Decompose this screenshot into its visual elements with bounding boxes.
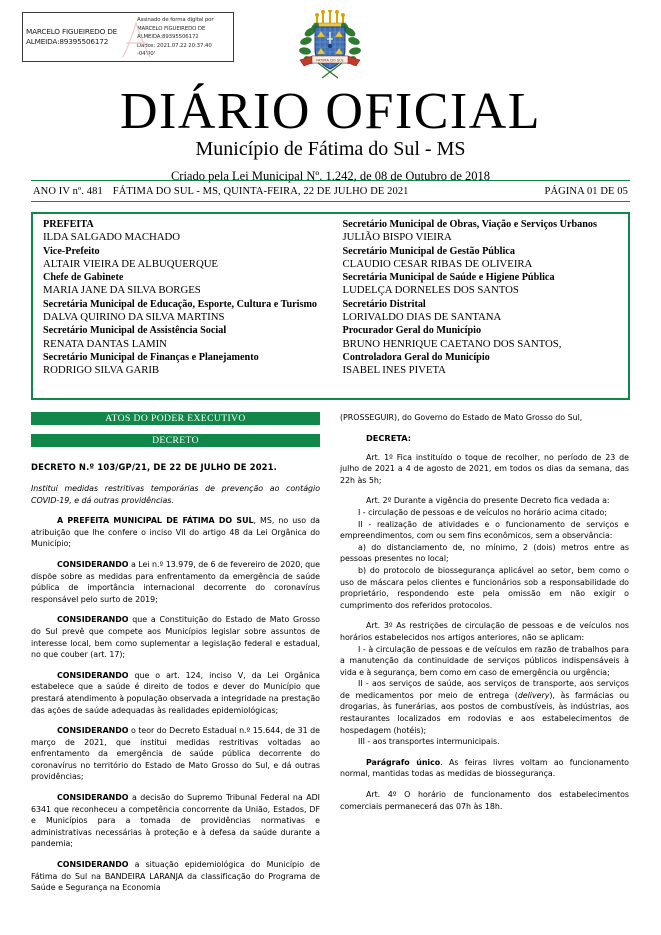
considerando-item	[31, 614, 320, 660]
article-2-item-i	[340, 507, 629, 519]
signature-detail-line-4: Dados: 2021.07.22 20:37:40 -04'00'	[137, 42, 212, 58]
signature-name-block	[23, 13, 131, 61]
officials-column-left	[33, 218, 331, 398]
official-name: LORIVALDO DIAS DE SANTANA	[342, 311, 502, 324]
considerando-label: CONSIDERANDO	[57, 615, 129, 625]
continuation-line: (PROSSEGUIR), do Governo do Estado de Mato Grosso do Sul,	[340, 413, 583, 422]
considerando-text: a situação epidemiológica do Município de Fátima do Sul na BANDEIRA LARANJA da classificação do Programa de Saúde e Segurança na Economia	[31, 860, 320, 893]
official-role: Vice-Prefeito	[43, 245, 100, 257]
official-name: BRUNO HENRIQUE CAETANO DOS SANTOS,	[342, 337, 562, 350]
official-name: MARIA JANE DA SILVA BORGES	[43, 284, 201, 297]
considerando-label: CONSIDERANDO	[57, 726, 129, 736]
article-2-item-ii-a-text: a) do distanciamento de, no mínimo, 2 (dois) metros entre as pessoas presentes no local;	[340, 542, 629, 564]
official-name: DALVA QUIRINO DA SILVA MARTINS	[43, 311, 225, 324]
masthead-law-line: Criado pela Lei Municipal Nº. 1.242, de 08 de Outubro de 2018	[170, 169, 491, 183]
official-name: RODRIGO SILVA GARIB	[43, 364, 160, 377]
official-role: Secretário Municipal de Obras, Viação e Serviços Urbanos	[342, 219, 597, 230]
masthead	[0, 84, 661, 184]
article-2-item-ii-text: II - realização de atividades e o funcionamento de serviços e empreendimentos, com ou sem fins econômicos, sem a observância:	[340, 519, 629, 541]
signature-name-line-2: ALMEIDA:89395506172	[26, 37, 109, 46]
considerando-label: CONSIDERANDO	[57, 860, 129, 870]
considerando-item	[31, 792, 320, 850]
edition-info-bar	[31, 180, 630, 202]
article-1-text: Art. 1º Fica instituído o toque de recolher, no período de 23 de julho de 2021 a 4 de agosto de 2021, em todos os dias da semana, das 22h às 5h;	[340, 452, 629, 485]
content-column-right	[340, 412, 629, 821]
official-role: Secretário Distrital	[342, 298, 426, 310]
official-role: PREFEITA	[43, 219, 94, 230]
decree-ementa: Institui medidas restritivas temporárias de prevenção ao contágio COVID-19, e dá outras providências.	[31, 484, 320, 505]
considerando-item	[31, 670, 320, 716]
signature-name-line-1: MARCELO FIGUEIREDO DE	[26, 26, 118, 36]
preamble-rest: , MS, no uso da atribuição que lhe confere o inciso VII do artigo 48 da Lei Orgânica do Município;	[31, 516, 320, 549]
official-role: Chefe de Gabinete	[43, 272, 124, 284]
official-name: CLAUDIO CESAR RIBAS DE OLIVEIRA	[342, 257, 533, 270]
edition-number: ANO IV nº. 481	[33, 185, 103, 197]
considerando-label: CONSIDERANDO	[57, 559, 129, 569]
considerando-item	[31, 725, 320, 783]
considerando-text: a decisão do Supremo Tribunal Federal na ADI 6341 que reconheceu a competência concorrente da União, Estados, DF e Municípios para a tomada de providências normativas e administrativas necessárias à proteção e à defesa da saúde durante a pandemia;	[31, 793, 320, 849]
section-banner-decreto: DECRETO	[31, 434, 320, 447]
official-role: Secretária Municipal de Educação, Esporte, Cultura e Turismo	[43, 298, 318, 310]
content-column-left	[31, 412, 320, 894]
official-role: Secretário Municipal de Finanças e Planejamento	[43, 352, 259, 364]
coat-of-arms-icon	[288, 10, 372, 82]
article-3-item-iii-text: III - aos transportes intermunicipais.	[358, 737, 500, 747]
article-3-item-iii	[340, 736, 629, 748]
article-4-text: Art. 4º O horário de funcionamento dos estabelecimentos comerciais permanecerá das 07h às 18h.	[340, 790, 629, 811]
officials-box	[31, 212, 630, 400]
official-role: Secretária Municipal de Saúde e Higiene Pública	[342, 272, 555, 284]
article-3	[340, 620, 629, 643]
signature-detail-block	[131, 13, 233, 61]
page-indicator: PÁGINA 01 DE 05	[544, 185, 628, 197]
article-4	[340, 789, 629, 812]
considerando-text: a Lei n.º 13.979, de 6 de fevereiro de 2020, que dispõe sobre as medidas para enfrentamento da emergência de saúde pública de importância internacional decorrente do coronavírus responsável pelo surto de 2019;	[31, 559, 320, 604]
paragrafo-unico-text: . As feiras livres voltam ao funcionamento normal, mantidas todas as medidas de biossegurança.	[340, 757, 629, 779]
official-name: JULIÃO BISPO VIEIRA	[342, 231, 452, 244]
official-role: Procurador Geral do Município	[342, 325, 482, 337]
article-2-item-i-text: I - circulação de pessoas e de veículos no horário acima citado;	[358, 507, 607, 517]
official-name: LUDELÇA DORNELES DOS SANTOS	[342, 284, 519, 297]
considerando-label: CONSIDERANDO	[57, 670, 129, 680]
paragrafo-unico-label: Parágrafo único	[366, 757, 441, 767]
signature-detail-line-1: Assinado de forma digital por	[137, 17, 214, 24]
article-3-item-ii-emphasis: delivery	[517, 690, 550, 700]
article-2-item-ii	[340, 519, 629, 542]
article-2	[340, 495, 629, 507]
article-3-item-i-text: I - à circulação de pessoas e de veículos em razão de trabalhos para a manutenção da continuidade de serviços públicos indispensáveis à vida e à segurança, bem como em caso de emergência ou urgência;	[340, 644, 629, 677]
official-name: ALTAIR VIEIRA DE ALBUQUERQUE	[43, 257, 218, 270]
considerando-text: o teor do Decreto Estadual n.º 15.644, de 31 de março de 2021, que institui medidas restritivas voltadas ao enfrentamento da emergência de saúde pública decorrente do coronavírus no território do Estado de Mato Grosso do Sul, e dá outras providências;	[31, 726, 320, 782]
article-2-item-ii-b	[340, 565, 629, 611]
considerando-text: que a Constituição do Estado de Mato Grosso do Sul prevê que compete aos Municípios legislar sobre assuntos de interesse local, bem como suplementar a legislação federal e estadual, no que couber (art. 17);	[31, 615, 320, 660]
digital-signature-stamp	[22, 12, 234, 62]
decree-title: DECRETO N.º 103/GP/21, DE 22 DE JULHO DE 2021.	[31, 462, 277, 472]
section-banner-atos: ATOS DO PODER EXECUTIVO	[31, 412, 320, 425]
decree-preamble	[31, 515, 320, 550]
edition-place-date: FÁTIMA DO SUL - MS, QUINTA-FEIRA, 22 DE JULHO DE 2021	[112, 185, 409, 197]
paragrafo-unico	[340, 757, 629, 780]
svg-text:FATIMA DO SUL: FATIMA DO SUL	[316, 58, 344, 63]
considerando-text: que o art. 124, inciso V, da Lei Orgânica estabelece que a saúde é direito de todos e dever do Município que prestará atendimento à população observada a integridade na prestação das ações de saúde adequadas às realidades epidemiológicas;	[31, 670, 320, 715]
article-2-text: Art. 2º Durante a vigência do presente Decreto fica vedada a:	[366, 496, 610, 506]
decreta-label: DECRETA:	[366, 432, 412, 443]
page-title: DIÁRIO OFICIAL	[119, 83, 542, 140]
preamble-bold: A PREFEITA MUNICIPAL DE FÁTIMA DO SUL	[57, 516, 254, 526]
official-name: ISABEL INES PIVETA	[342, 364, 446, 377]
article-3-item-ii	[340, 678, 629, 736]
article-3-text: Art. 3º As restrições de circulação de pessoas e de veículos nos horários estabelecidos nos artigos anteriores, não se aplicam:	[340, 621, 629, 642]
considerando-label: CONSIDERANDO	[57, 793, 129, 803]
article-2-item-ii-b-text: b) do protocolo de biossegurança aplicável ao setor, bem como o uso de máscara pelos clientes e funcionários sob a responsabilidade do proprietário, respondendo este pela omissão em não exigir o cumprimento dos referidos protocolos.	[340, 565, 629, 610]
signature-detail-line-3: ALMEIDA:89395506172	[137, 34, 199, 41]
official-name: RENATA DANTAS LAMIN	[43, 337, 167, 350]
official-role: Secretário Municipal de Gestão Pública	[342, 245, 515, 257]
considerando-item	[31, 559, 320, 605]
officials-column-right	[331, 218, 629, 398]
considerando-item	[31, 859, 320, 894]
official-role: Secretário Municipal de Assistência Social	[43, 325, 227, 337]
article-3-item-i	[340, 644, 629, 679]
article-3-item-ii-post: ), às farmácias ou drogarias, às funerárias, aos postos de combustíveis, às indústrias, aos restaurantes localizados em rodovias e aos estabelecimentos de hospedagem (hotéis);	[340, 690, 630, 735]
article-1	[340, 452, 629, 487]
signature-detail-line-2: MARCELO FIGUEIREDO DE	[137, 25, 206, 32]
masthead-subtitle: Município de Fátima do Sul - MS	[195, 138, 466, 160]
official-role: Controladora Geral do Município	[342, 352, 490, 364]
official-name: ILDA SALGADO MACHADO	[43, 231, 180, 244]
article-2-item-ii-a	[340, 542, 629, 565]
article-3-item-ii-pre: II - aos serviços de saúde, aos serviços de transporte, aos serviços de medicamentos por meio de entrega (	[340, 679, 629, 700]
